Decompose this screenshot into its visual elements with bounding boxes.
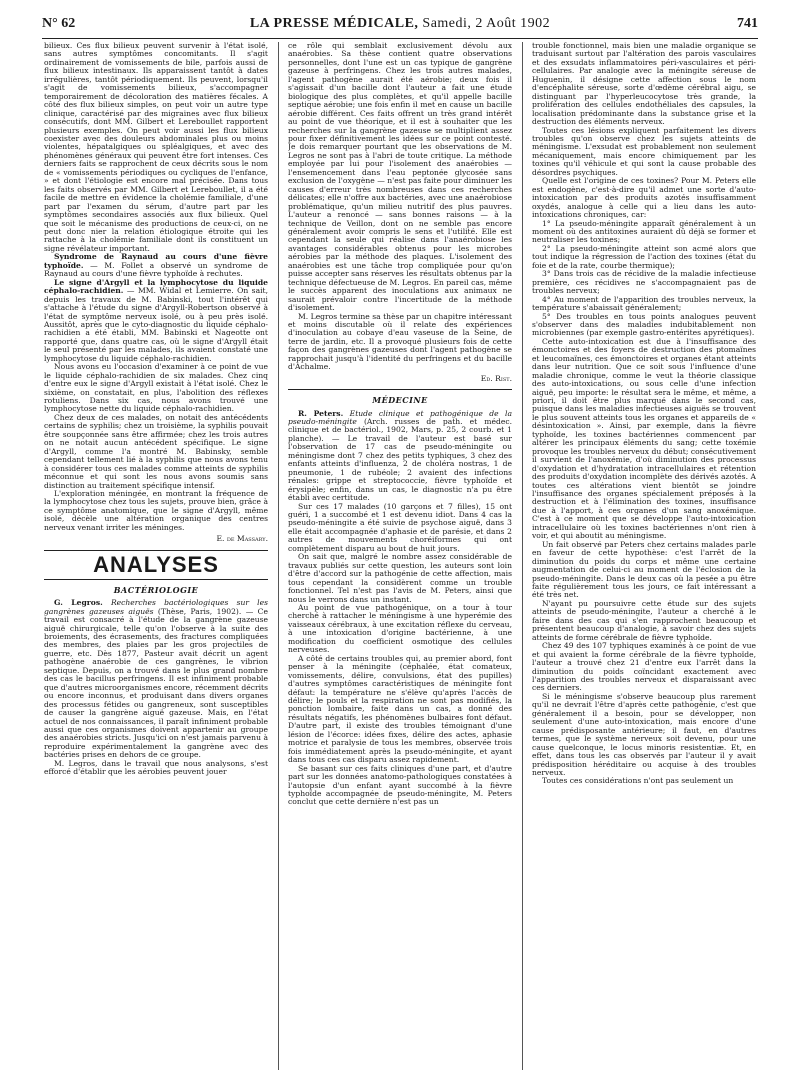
paragraph — [44, 253, 268, 278]
column-divider — [522, 42, 523, 1070]
reference-paragraph — [44, 599, 268, 760]
signature: Ed. Rist. — [480, 373, 512, 383]
paragraph: Un fait observé par Peters chez certains malades parle en faveur de cette hypothèse: c'est l'arrêt de la diminution du poids du corps et même une certaine augmentation de celui-ci au moment de l'éclosion de la pseudo-méningite. Dans le deux cas où la pesée a pu être faite régulièrement tous les jours, ce fait intéressant a été très net. — [532, 539, 756, 600]
paragraph-text: — MM. Widal et Lemierre. On sait, depuis les travaux de M. Babinski, tout l'intérêt qui s'attache à l'étude du signe d'Argyll-Robertson observé à l'état de symptôme nerveux isolé, ou à peu près isolé. Aussitôt, après que le cyto-diagnostic du liquide céphalo-rachidien a été établi, MM. Babinski et Nageotte ont rapporté que, dans quatre cas, où le signe d'Argyll était le seul présenté par les malades, ils avaient constaté une lymphocytose du liquide céphalo-rachidien. — [44, 286, 268, 363]
reference-text: (Arch. russes de path. et médec. clinique et de bactériol., 1902, Mars, p. 25, 2 courb. et 1 planche). — Le travail de l'auteur est basé sur l'observation de 17 cas de pseudo-méningite ou méningisme dont 7 chez des petits typhiques, 3 chez des enfants atteints d'influenza, 2 de choléra nostras, 1 de pneumonie, 1 de rubéole; 2 avaient des infections rénales: grippe et streptococcie, fièvre typhoïde et érysipèle; enfin, dans un cas, le diagnostic n'a pu être établi avec certitude. — [288, 417, 512, 503]
paragraph: Quelle est l'origine de ces toxines? Pour M. Peters elle est endogène, c'est-à-dire qu'il admet une sorte d'auto-intoxication par des produits azotés insuffisamment oxydés, analogue à celle qui a lieu dans les auto-intoxications chroniques, car: — [532, 176, 756, 220]
paragraph: Cette auto-intoxication est due à l'insuffisance des émonctoires et des foyers de destruction des ptomaïnes et leucomaïnes, ces émonctoires et organes étant atteints dans leur nutrition. Que ce soit sous l'influence d'une maladie chronique, comme le veut la théorie classique des auto-intoxications, ou sous celle d'une infection aiguë, peu importe: le résultat sera le même, et même, a priori, il doit être plus marqué dans le second cas, puisque dans les maladies infectieuses aiguës se trouvent le plus souvent atteints tous les organes et appareils de « désintoxication ». Ainsi, par exemple, dans la fièvre typhoïde, les toxines bactériennes commencent par altérer les principaux éléments du sang; cette toxémie provoque les troubles nerveux du début; consécutivement il survient de l'anoxémie, d'où diminution des processus d'oxydation et d'hydratation intracellulaires et rétention des produits d'oxydation incomplète des dérivés azotés. A toutes ces altérations vient bientôt se joindre l'insuffisance des organes spécialement préposés à la destruction et à l'élimination des toxines, insuffisance due à l'apport, à ces organes d'un sang anoxémique. C'est à ce moment que se développe l'auto-intoxication intracellulaire où les toxines bactériennes n'ont rien à voir, et qui aboutit au méningisme. — [532, 336, 756, 541]
subheading: Le signe d'Argyll et la lymphocytose du liquide céphalo-rachidien. — [44, 277, 268, 296]
column-1 — [44, 42, 268, 1070]
paragraph: Au point de vue pathogénique, on a tour à tour cherché à rattacher le méningisme à une hyperémie des vaisseaux cérébraux, à une excitation réflexe du cerveau, à une intoxication d'origine bactérienne, à une modification du coefficient osmotique des cellules nerveuses. — [288, 603, 512, 655]
paragraph: Se basant sur ces faits cliniques d'une part, et d'autre part sur les données anatomo-pathologiques constatées à l'autopsie d'un enfant ayant succombé à la fièvre typhoïde accompagnée de pseudo-méningite, M. Peters conclut que cette dernière n'est pas un — [288, 763, 512, 807]
reference-text: (Thèse, Paris, 1902). — Ce travail est consacré à l'étude de la gangrène gazeuse aiguë chirurgicale, telle qu'on l'observe à la suite des broiements, des écrasements, des fractures compliquées des membres, des plaies par les gros projectiles de guerre, etc. Dès 1877, Pasteur avait décrit un agent pathogène anaérobie de ces gangrènes, le vibrion septique. Depuis, on a trouvé dans le plus grand nombre des cas le bacillus perfringens. Il est infiniment probable que d'autres microorganismes encore, récemment décrits ou encore inconnus, et produisant dans divers organes des processus fétides ou gangreneux, sont susceptibles de causer la gangrène aiguë gazeuse. Mais, en l'état actuel de nos connaissances, il paraît infiniment probable aussi que ces organismes doivent appartenir au groupe des anaérobies stricts. Jusqu'ici on n'est jamais parvenu à reproduire expérimentalement la gangrène avec des bactéries prises en dehors de ce groupe. — [44, 606, 268, 760]
column-divider — [278, 42, 279, 1070]
paragraph: trouble fonctionnel, mais bien une maladie organique se traduisant surtout par l'altération des parois vasculaires et des exsudats inflammatoires péri-vasculaires et péri-cellulaires. Par analogie avec la méningite séreuse de Huguenin, il désigne cette affection sous le nom d'encéphalite séreuse, sorte d'œdème cérébral aigu, se distinguant par l'hyperleucocytose très grande, la prolifération des cellules endothéliales des capsules, la localisation prédominante dans la substance grise et la destruction des éléments nerveux. — [532, 42, 756, 127]
subheading: Syndrome de Raynaud au cours d'une fièvre typhoïde. — [44, 252, 268, 270]
paragraph: N'ayant pu poursuivre cette étude sur des sujets atteints de pseudo-méningite, l'auteur a cherché à le faire dans des cas qui s'en rapprochent beaucoup et présentent beaucoup d'analogie, à savoir chez des sujets atteints de forme cérébrale de fièvre typhoïde. — [532, 598, 756, 642]
masthead — [42, 14, 758, 36]
paragraph: Chez deux de ces malades, on notait des antécédents certains de syphilis; chez un troisième, la syphilis pouvait être soupçonnée sans être affirmée; chez les trois autres on ne notait aucun antécédent spécifique. Le signe d'Argyll, comme l'a montré M. Babinsky, semble cependant tellement lié à la syphilis que nous avons tenu à considérer tous ces malades comme atteints de syphilis méconnue et qui sont les nous avons soumis sans distinction au traitement spécifique intensif. — [44, 412, 268, 490]
journal-name: LA PRESSE MÉDICALE, — [249, 16, 419, 31]
journal-title — [42, 16, 758, 32]
header-rule — [42, 38, 758, 39]
paragraph: Chez 49 des 107 typhiques examinés à ce point de vue et qui avaient la forme cérébrale de la fièvre typhoïde, l'auteur a trouvé chez 21 d'entre eux l'arrêt dans la diminution du poids coïncidant exactement avec l'apparition des troubles nerveux et disparaissant avec ces derniers. — [532, 641, 756, 693]
list-item: 5° Des troubles en tous points analogues peuvent s'observer dans des maladies indubitablement non microbiennes (par exemple gastro-entérites apyrétiques). — [532, 311, 756, 338]
column-2 — [288, 42, 512, 1070]
reference-title: Etude clinique et pathogénique de la pseudo-méningite — [288, 408, 512, 427]
paragraph: Toutes ces lésions expliquent parfaitement les divers troubles qu'on observe chez les sujets atteints de méningisme. L'exsudat est probablement non seulement mécaniquement, mais encore chimiquement par les toxines qu'il véhicule et qui sont la cause probable des désordres psychiques. — [532, 125, 756, 177]
paragraph: M. Legros, dans le travail que nous analysons, s'est efforcé d'établir que les aérobies peuvent jouer — [44, 758, 268, 777]
reference-title: Recherches bactériologiques sur les gangrènes gazeuses aiguës — [44, 598, 268, 616]
paragraph: Sur ces 17 malades (10 garçons et 7 filles), 15 ont guéri, 1 a succombé et 1 est devenu idiot. Dans 4 cas la pseudo-méningite a été suivie de psychose aiguë, dans 3 elle était accompagnée d'aphasie et de parésie, et dans 2 autres de mouvements choréiformes qui ont complètement disparu au bout de huit jours. — [288, 501, 512, 553]
section-rule — [44, 550, 268, 551]
paragraph: bilieux. Ces flux bilieux peuvent survenir à l'état isolé, sans autres symptômes concomitants. Il s'agit ordinairement de vomissements de bile, parfois aussi de flux bilieux intestinaux. Ils apparaissent tantôt à dates irrégulières, tantôt périodiquement. Ils peuvent, lorsqu'il s'agit de vomissements bilieux, s'accompagner temporairement de décoloration des matières fécales. A côté des flux bilieux simples, on peut voir un autre type clinique, caractérisé par des migraines avec flux bilieux consécutifs, dont MM. Gilbert et Lereboullet rapportent plusieurs exemples. On peut voir aussi les flux bilieux coexister avec des douleurs abdominales plus ou moins violentes, hépatalgiques ou spléalgiques, et avec des phénomènes généraux qui peuvent être fort intenses. Ces derniers faits se rapprochent de ceux décrits sous le nom de « vomissements périodiques ou cycliques de l'enfance, » et dont l'étiologie est encore mal précisée. Dans tous les faits observés par MM. Gilbert et Lereboullet, il a été facile de mettre en évidence la cholémie familiale, d'une part par l'examen du sérum, d'autre part par les symptômes secondaires associés aux flux bilieux. Quel que soit le mécanisme des productions de ceux-ci, on ne peut donc nier la relation étiologique étroite qui les rattache à la cholémie familiale dont ils constituent un signe révélateur important. — [44, 42, 268, 253]
paragraph: Si le méningisme s'observe beaucoup plus rarement qu'il ne devrait l'être d'après cette pathogénie, c'est que généralement il a besoin, pour se développer, non seulement d'une auto-intoxication, mais encore d'une cause prédisposante antérieure; il faut, en d'autres termes, que le système nerveux soit devenu, pour une cause quelconque, le locus minoris resistentiæ. Et, en effet, dans tous les cas observés par l'auteur il y avait prédisposition héréditaire ou acquise à des troubles nerveux. — [532, 691, 756, 777]
paragraph: Nous avons eu l'occasion d'examiner à ce point de vue le liquide céphalo-rachidien de six malades. Chez cinq d'entre eux le signe d'Argyll existait à l'état isolé. Chez le sixième, on constatait, en plus, l'abolition des réflexes rotuliens. Dans six cas, nous avons trouvé une lymphocytose nette du liquide céphalo-rachidien. — [44, 362, 268, 414]
column-3 — [532, 42, 756, 1070]
signature: E. de Massary. — [216, 534, 268, 544]
list-item: 3° Dans trois cas de récidive de la maladie infectieuse première, ces récidives ne s'accompagnaient pas de troubles nerveux; — [532, 269, 756, 296]
section-rule — [44, 579, 268, 580]
list-item: 4° Au moment de l'apparition des troubles nerveux, la température s'abaissait généralement; — [532, 294, 756, 313]
issue-number: N° 62 — [42, 16, 76, 31]
paragraph: On sait que, malgré le nombre assez considérable de travaux publiés sur cette question, les auteurs sont loin d'être d'accord sur la pathogénie de cette affection, mais tous cependant la considèrent comme un trouble fonctionnel. Tel n'est pas l'avis de M. Peters, ainsi que nous le verrons dans un instant. — [288, 552, 512, 604]
reference-author: R. Peters. — [298, 408, 344, 418]
reference-paragraph — [288, 410, 512, 503]
list-item: 2° La pseudo-méningite atteint son acmé alors que tout indique la régression de l'action des toxines (état du foie et de la rate, courbe thermique); — [532, 243, 756, 270]
paragraph — [44, 279, 268, 364]
section-title: ANALYSES — [93, 551, 219, 577]
list-item: 1° La pseudo-méningite apparaît généralement à un moment où des antitoxines auraient dû déjà se former et neutraliser les toxines; — [532, 218, 756, 245]
paragraph: ce rôle qui semblait exclusivement dévolu aux anaérobies. Sa thèse contient quatre observations personnelles, dont l'une est un cas typique de gangrène gazeuse à perfringens. Chez les trois autres malades, l'agent pathogène aurait été aérobie; deux fois il s'agissait d'un bacille dont l'auteur a fait une étude biologique des plus complètes, et qu'il appelle bacille septique aérobie; une fois enfin il met en cause un bacille aérobie différent. Ces faits offrent un très grand intérêt au point de vue théorique, et il est à souhaiter que les recherches sur la gangrène gazeuse se multiplient assez pour fixer définitivement les idées sur ce point contesté. Je dois remarquer pourtant que les observations de M. Legros ne sont pas à l'abri de toute critique. La méthode employée par lui pour l'isolement des anaérobies — l'ensemencement dans l'eau peptonée glycosée sans exclusion de l'oxygène — n'est pas faite pour diminuer les causes d'erreur très nombreuses dans ces recherches délicates; elle n'offre aux bactéries, avec une anaérobiose problématique, qu'un milieu nutritif des plus pauvres. L'auteur a renoncé — sans bonnes raisons — à la technique de Veillon, dont on ne semble pas encore généralement avoir compris le sens et l'utilité. Elle est cependant la seule qui réalise dans l'anaérobiose les avantages considérables obtenus pour les microbes aérobies par la méthode des plaques. L'isolement des anaérobies est une tâche trop compliquée pour qu'on puisse accepter sans réserves les résultats obtenus par la technique défectueuse de M. Legros. En pareil cas, même le succès apparent des inoculations aux animaux ne saurait prévaloir contre l'incertitude de la méthode d'isolement. — [288, 42, 512, 313]
paragraph: L'exploration méningée, en montrant la fréquence de la lymphocytose chez tous les sujets, prouve bien, grâce à ce symptôme anatomique, que le signe d'Argyll, même isolé, décèle une altération organique des centres nerveux venant irriter les méninges. — [44, 489, 268, 532]
reference-author: G. Legros. — [54, 598, 103, 608]
rubric-heading: MÉDECINE — [372, 395, 428, 406]
paragraph: M. Legros termine sa thèse par un chapitre intéressant et moins discutable où il relate des expériences d'inoculation au cobaye d'eau vaseuse de la Seine, de terre de jardin, etc. Il a provoqué plusieurs fois de cette façon des gangrènes gazeuses dont l'agent pathogène se rapprochait jusqu'à l'identité du perfringens et du bacille d'Achalme. — [288, 311, 512, 372]
rubric-rule — [288, 389, 512, 390]
paragraph: Toutes ces considérations n'ont pas seulement un — [542, 776, 734, 786]
paragraph-text: — M. Follet a observé un syndrome de Raynaud au cours d'une fièvre typhoïde à rechutes. — [44, 260, 268, 279]
rubric-heading: BACTÉRIOLOGIE — [113, 584, 199, 595]
issue-date: Samedi, 2 Août 1902 — [422, 16, 551, 31]
paragraph: A côté de certains troubles qui, au premier abord, font penser à la méningite (céphalée, état comateux, vomissements, délire, convulsions, état des pupilles) d'autres symptômes caractéristiques de méningite font défaut: la température ne s'élève qu'après l'accès de délire; le pouls et la respiration ne sont pas modifiés, la ponction lombaire, faite dans un cas, a donné des résultats négatifs, les phénomènes bulbaires font défaut. D'autre part, il existe des troubles témoignant d'une lésion de l'écorce: idées fixes, délire des actes, aphasie motrice et paralysie de tous les membres, observée trois fois immédiatement après la pseudo-méningite, et ayant dans tous ces cas disparu assez rapidement. — [288, 653, 512, 765]
page-number: 741 — [737, 16, 758, 31]
